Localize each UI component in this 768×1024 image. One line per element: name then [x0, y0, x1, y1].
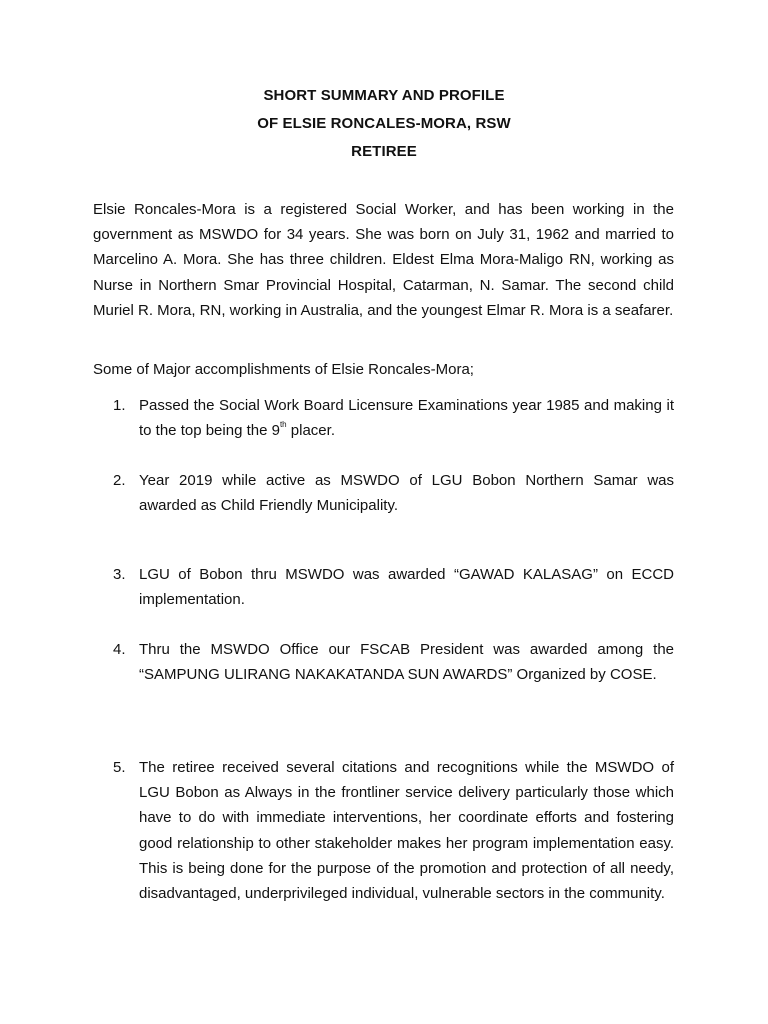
list-item-text: LGU of Bobon thru MSWDO was awarded “GAWAD KALASAG” on ECCD implementation. — [139, 566, 674, 609]
list-item-number: 2. — [113, 472, 126, 489]
list-item — [113, 637, 674, 687]
title-line-1: SHORT SUMMARY AND PROFILE — [263, 87, 505, 104]
list-item-number: 4. — [113, 641, 126, 658]
ordinal-suffix: th — [279, 420, 287, 430]
list-item — [113, 393, 674, 443]
list-item-text: The retiree received several citations and recognitions while the MSWDO of LGU Bobon as Always in the frontliner service delivery particularly those which have to do with immediate interventions, her coordinate efforts and fostering good relationship to other stakeholder makes her program implementation easy. This is being done for the purpose of the promotion and protection of all needy, disadvantaged, underprivileged individual, vulnerable sectors in the community. — [139, 759, 674, 903]
intro-paragraph: Elsie Roncales-Mora is a registered Social Worker, and has been working in the government as MSWDO for 34 years. She was born on July 31, 1962 and married to Marcelino A. Mora. She has three children. Eldest Elma Mora-Maligo RN, working as Nurse in Northern Smar Provincial Hospital, Catarman, N. Samar. The second child Muriel R. Mora, RN, working in Australia, and the youngest Elmar R. Mora is a seafarer. — [93, 201, 674, 319]
title-line-3: RETIREE — [351, 143, 417, 160]
list-item-text: Year 2019 while active as MSWDO of LGU Bobon Northern Samar was awarded as Child Friendly Municipality. — [139, 472, 674, 515]
accomplishments-lead-in: Some of Major accomplishments of Elsie Roncales-Mora; — [93, 361, 474, 378]
list-item-number: 1. — [113, 397, 126, 414]
list-item — [113, 755, 674, 906]
list-item-number: 3. — [113, 566, 126, 583]
list-item — [113, 468, 674, 518]
list-item-number: 5. — [113, 759, 126, 776]
document-title — [0, 86, 768, 170]
title-line-2: OF ELSIE RONCALES-MORA, RSW — [257, 115, 511, 132]
list-item-text: Thru the MSWDO Office our FSCAB President was awarded among the “SAMPUNG ULIRANG NAKAKATANDA SUN AWARDS” Organized by COSE. — [139, 641, 674, 684]
list-item-text: Passed the Social Work Board Licensure Examinations year 1985 and making it to the top being the 9th placer. — [139, 397, 674, 440]
list-item — [113, 562, 674, 612]
